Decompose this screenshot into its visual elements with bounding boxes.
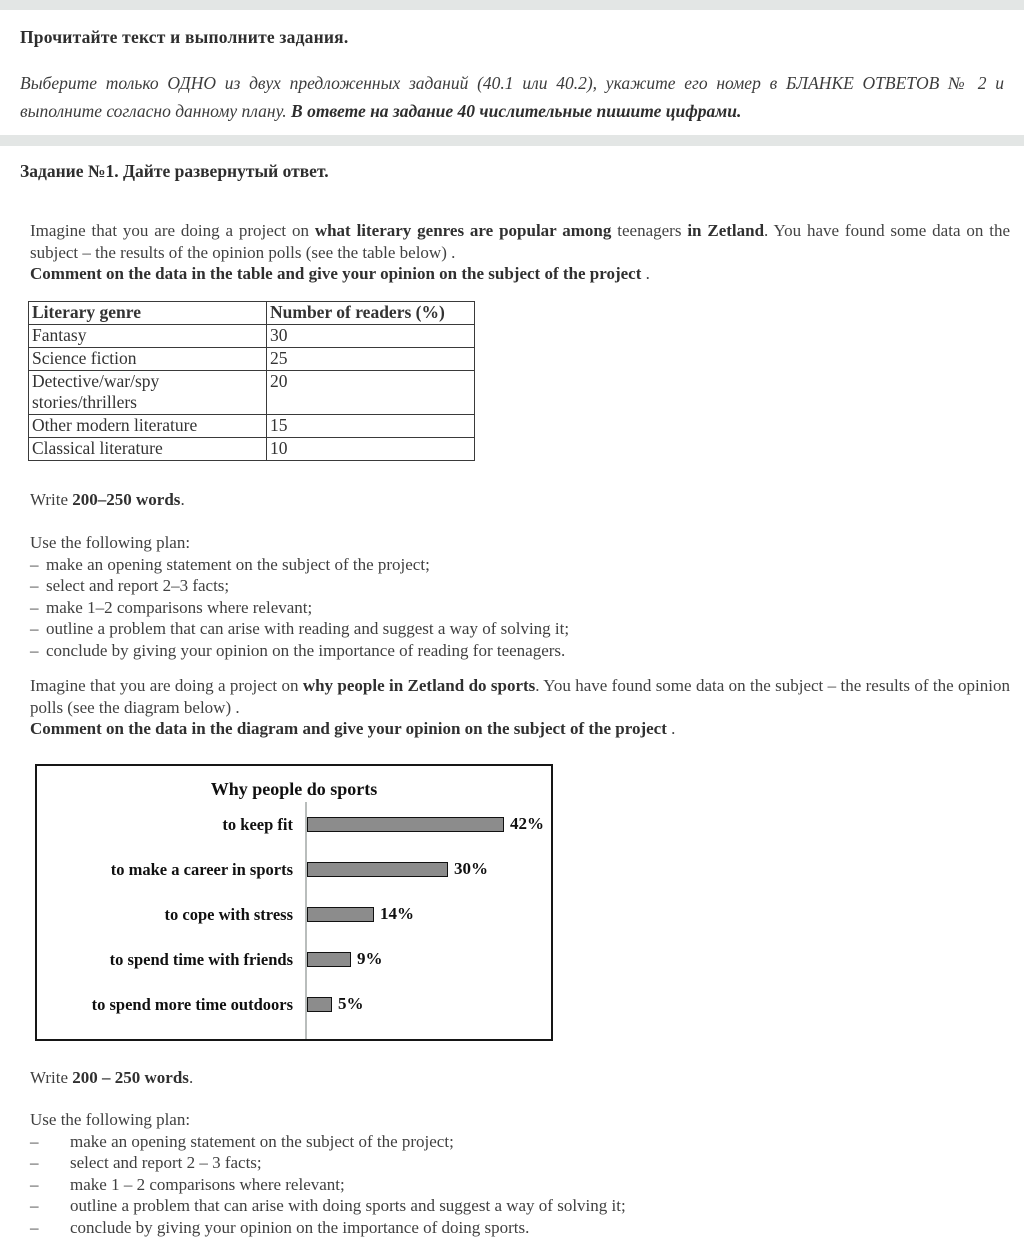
chart-category-label: to make a career in sports (110, 859, 293, 879)
chart-category-label: to spend more time outdoors (91, 994, 293, 1014)
plan-item (30, 1152, 1010, 1174)
top-divider-band (0, 0, 1024, 10)
task1-comment-line (30, 263, 1010, 285)
task2-intro-seg: Imagine that you are doing a project on (30, 676, 303, 695)
plan-item (30, 1174, 1010, 1196)
table-cell-genre: Other modern literature (29, 414, 267, 437)
chart-category-label: to spend time with friends (109, 949, 293, 969)
dash-marker: – (30, 640, 39, 660)
chart-bar (307, 862, 448, 877)
plan-item-text: outline a problem that can arise with doing sports and suggest a way of solving it; (70, 1196, 626, 1215)
plan-item (30, 1131, 1010, 1153)
chart-category-label: to keep fit (222, 814, 293, 834)
chart-title: Why people do sports (210, 778, 378, 799)
task2-comment-tail: . (666, 719, 676, 738)
task1-plan-heading: Use the following plan: (30, 533, 191, 552)
task-heading: Задание №1. Дайте развернутый ответ. (20, 161, 329, 181)
instructions-text-normal: Выберите только ОДНО из двух предложенных заданий (40.1 или 40.2), укажите его номер в БЛАНКЕ ОТВЕТОВ № 2 и выполните согласно данному плану. (20, 73, 1004, 121)
chart-bar-row (307, 892, 551, 937)
chart-bar (307, 907, 374, 922)
dash-marker: – (30, 554, 39, 574)
table-cell-value: 15 (267, 414, 475, 437)
chart-value-label: 9% (357, 949, 383, 968)
chart-bars-area (305, 802, 551, 1039)
table-header-row (29, 301, 475, 324)
table-header-genre: Literary genre (29, 301, 267, 324)
table-cell-value: 30 (267, 324, 475, 347)
chart-bar (307, 817, 504, 832)
section-divider-band (0, 135, 1024, 146)
task2-comment-bold: Comment on the data in the diagram and give your opinion on the subject of the project (30, 719, 667, 738)
plan-item (30, 640, 1010, 662)
table-row (29, 324, 475, 347)
task1-intro-seg: Imagine that you are doing a project on (30, 221, 315, 240)
chart-bar-row (307, 982, 551, 1027)
plan-item (30, 618, 1010, 640)
plan-item-text: make 1–2 comparisons where relevant; (46, 597, 313, 617)
chart-value-label: 42% (510, 814, 544, 833)
instructions-section (0, 10, 1024, 135)
task2-intro-paragraph (30, 675, 1010, 740)
table-cell-genre: Classical literature (29, 437, 267, 460)
task1-intro-seg: teenagers (611, 221, 688, 240)
plan-item-text: select and report 2–3 facts; (46, 576, 230, 595)
write-tail: . (188, 1067, 194, 1087)
chart-value-label: 14% (380, 904, 414, 923)
chart-value-label: 30% (454, 859, 488, 878)
plan-item-text: make 1 – 2 comparisons where relevant; (70, 1174, 345, 1194)
dash-marker: – (30, 1131, 39, 1151)
table-header-readers: Number of readers (%) (267, 301, 475, 324)
task1-write-note (30, 489, 1010, 511)
chart-category-labels (37, 802, 305, 1039)
dash-marker: – (30, 619, 39, 638)
chart-bar-row (307, 937, 551, 982)
plan-item (30, 1217, 1010, 1239)
sports-bar-chart (35, 764, 553, 1041)
dash-marker: – (30, 597, 39, 617)
table-cell-genre: Detective/war/spy stories/thrillers (29, 370, 267, 414)
dash-marker: – (30, 576, 39, 595)
write-wordcount-bold: 200 – 250 words (72, 1067, 189, 1087)
plan-item (30, 575, 1010, 597)
plan-item-text: outline a problem that can arise with reading and suggest a way of solving it; (46, 619, 570, 638)
dash-marker: – (30, 1153, 39, 1172)
task1-intro-country-bold: in Zetland (687, 221, 765, 240)
dash-marker: – (30, 1196, 39, 1215)
plan-item (30, 1195, 1010, 1217)
task2-intro-seg: . You have found some data on the subject – the results of the opinion polls (see the diagram below) . (30, 676, 1010, 717)
task1-plan-list (30, 554, 1010, 662)
table-cell-value: 10 (267, 437, 475, 460)
write-prefix: Write (30, 489, 73, 509)
table-row (29, 437, 475, 460)
plan-item-text: conclude by giving your opinion on the importance of doing sports. (70, 1217, 530, 1237)
write-prefix: Write (30, 1067, 73, 1087)
task2-plan-heading: Use the following plan: (30, 1110, 191, 1129)
task1-intro-topic-bold: what literary genres are popular among (314, 221, 612, 240)
plan-item-text: conclude by giving your opinion on the importance of reading for teenagers. (46, 640, 566, 660)
plan-item (30, 597, 1010, 619)
task1-intro-seg: . You have found some data on the subject – the results of the opinion polls (see the table below) . (30, 221, 1010, 262)
plan-item-text: make an opening statement on the subject of the project; (46, 554, 430, 574)
chart-bar (307, 952, 351, 967)
plan-item-text: make an opening statement on the subject of the project; (70, 1131, 454, 1151)
chart-plot-area (37, 802, 551, 1039)
dash-marker: – (30, 1174, 39, 1194)
table-row (29, 370, 475, 414)
task2-plan-list (30, 1131, 1010, 1239)
chart-bar-row (307, 847, 551, 892)
table-cell-value: 20 (267, 370, 475, 414)
chart-bar-row (307, 802, 551, 847)
task2-intro-topic-bold: why people in Zetland do sports (302, 676, 536, 695)
task2-write-note (30, 1067, 1010, 1089)
chart-value-label: 5% (338, 994, 364, 1013)
table-row (29, 414, 475, 437)
task1-intro-text (30, 220, 1010, 263)
dash-marker: – (30, 1217, 39, 1237)
table-cell-genre: Fantasy (29, 324, 267, 347)
table-cell-genre: Science fiction (29, 347, 267, 370)
chart-bar (307, 997, 332, 1012)
table-row (29, 347, 475, 370)
instructions-text (20, 69, 1004, 125)
write-tail: . (180, 489, 185, 509)
plan-item-text: select and report 2 – 3 facts; (70, 1153, 262, 1172)
task2-comment-line (30, 718, 1010, 740)
task1-comment-tail: . (641, 264, 650, 283)
task2-intro-text (30, 675, 1010, 718)
write-wordcount-bold: 200–250 words (72, 489, 181, 509)
instructions-heading: Прочитайте текст и выполните задания. (20, 27, 349, 47)
chart-category-label: to cope with stress (164, 904, 293, 924)
plan-item (30, 554, 1010, 576)
task-body (0, 146, 1024, 1255)
table-cell-value: 25 (267, 347, 475, 370)
task1-intro-paragraph (30, 220, 1010, 285)
literature-genres-table (28, 301, 475, 461)
task1-comment-bold: Comment on the data in the table and give your opinion on the subject of the project (30, 264, 642, 283)
instructions-text-bold: В ответе на задание 40 числительные пишите цифрами. (291, 101, 742, 121)
